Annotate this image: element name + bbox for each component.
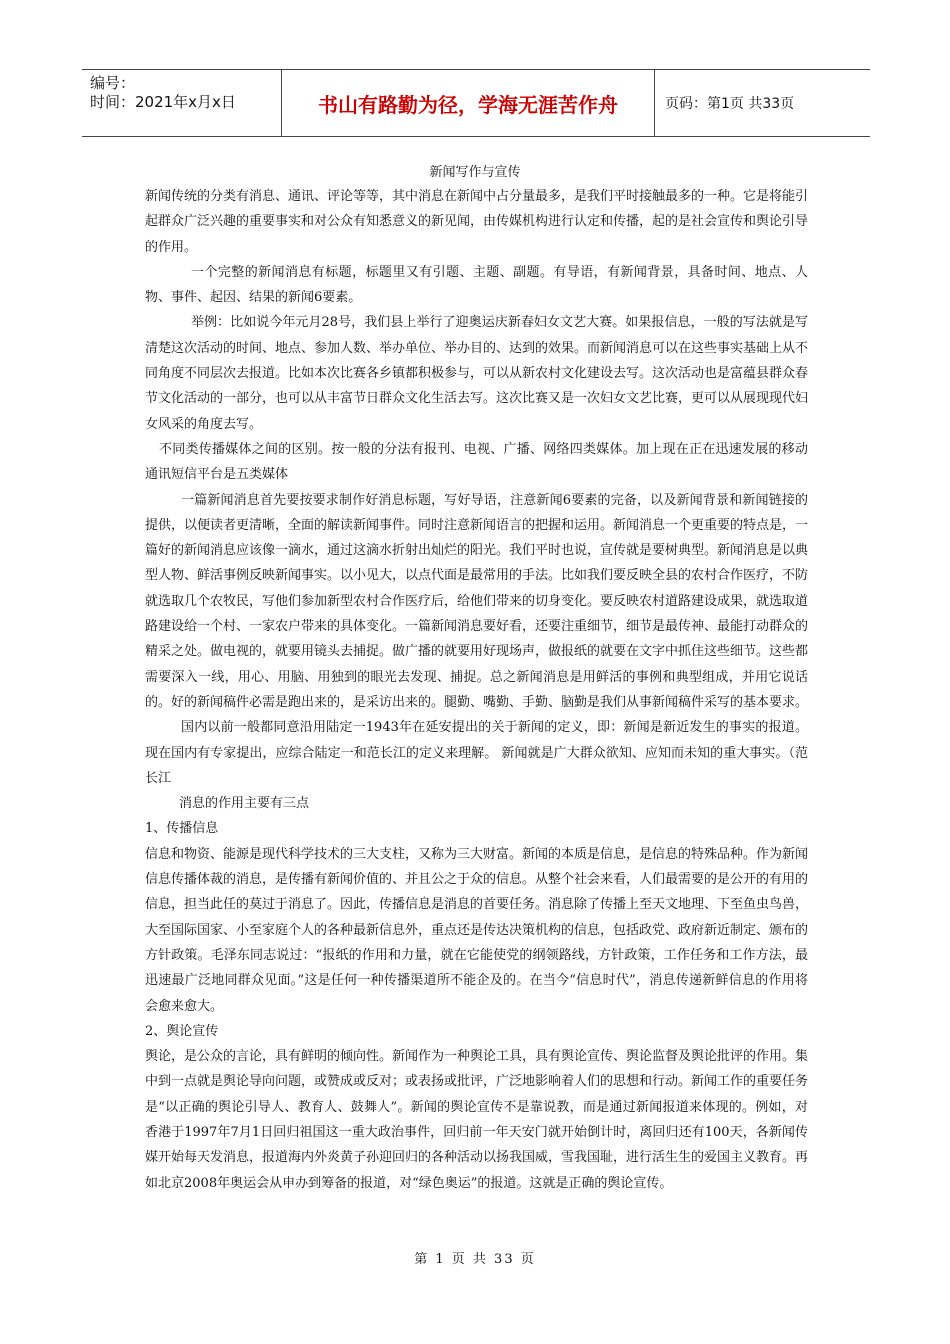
paragraph: 国内以前一般都同意沿用陆定一1943年在延安提出的关于新闻的定义，即：新闻是新近发生的事实的报道。现在国内有专家提出，应综合陆定一和范长江的定义来理解。 新闻就是广大群众欲知、应知而未知的重大事实。（范长江 (145, 720, 808, 786)
paragraph: 举例：比如说今年元月28号，我们县上举行了迎奥运庆新春妇女文艺大赛。如果报信息，一般的写法就是写清楚这次活动的时间、地点、参加人数、举办单位、举办目的、达到的效果。而新闻消息可以在这些事实基础上从不同角度不同层次去报道。比如本次比赛各乡镇都积极参与，可以从新农村文化建设去写。这次活动也是富蕴县群众春节文化活动的一部分，也可以从丰富节日群众文化生活去写。这次比赛又是一次妇女文艺比赛，更可以从展现现代妇女风采的角度去写。 (145, 315, 809, 432)
paragraph: 不同类传播媒体之间的区别。按一般的分法有报刊、电视、广播、网络四类媒体。加上现在正在迅速发展的移动通讯短信平台是五类媒体 (145, 441, 808, 483)
document-header (82, 69, 870, 137)
document-body (145, 184, 808, 1196)
paragraph: 一个完整的新闻消息有标题，标题里又有引题、主题、副题。有导语，有新闻背景，具备时间、地点、人物、事件、起因、结果的新闻6要素。 (145, 264, 808, 306)
paragraph: 一篇新闻消息首先要按要求制作好消息标题，写好导语，注意新闻6要素的完备，以及新闻背景和新闻链接的提供，以便读者更清晰，全面的解读新闻事件。同时注意新闻语言的把握和运用。新闻消息一个更重要的特点是，一篇好的新闻消息应该像一滴水，通过这滴水折射出灿烂的阳光。我们平时也说，宣传就是要树典型。新闻消息是以典型人物、鲜活事例反映新闻事实。以小见大，以点代面是最常用的手法。比如我们要反映全县的农村合作医疗，不防就选取几个农牧民，写他们参加新型农村合作医疗后，给他们带来的切身变化。要反映农村道路建设成果，就选取道路建设给一个村、一家农户带来的具体变化。一篇新闻消息要好看，还要注重细节，细节是最传神、最能打动群众的精采之处。做电视的，就要用镜头去捕捉。做广播的就要用好现场声，做报纸的就要在文字中抓住这些细节。这些都需要深入一线，用心、用脑、用独到的眼光去发现、捕捉。总之新闻消息是用鲜活的事例和典型组成，并用它说话的。好的新闻稿件必需是跑出来的，是采访出来的。腿勤、嘴勤、手勤、脑勤是我们从事新闻稿件采写的基本要求。 (145, 492, 809, 710)
section-heading: 2、舆论宣传 (145, 1023, 219, 1039)
paragraph: 信息和物资、能源是现代科学技术的三大支柱，又称为三大财富。新闻的本质是信息，是信息的特殊品种。作为新闻信息传播体裁的消息，是传播有新闻价值的、并且公之于众的信息。从整个社会来看，人们最需要的是公开的有用的信息，担当此任的莫过于消息了。因此，传播信息是消息的首要任务。消息除了传播上至天文地理、下至鱼虫鸟兽，大至国际国家、小至家庭个人的各种最新信息外，重点还是传达决策机构的信息，包括政党、政府新近制定、颁布的方针政策。毛泽东同志说过：“报纸的作用和力量，就在它能使党的纲领路线，方针政策，工作任务和工作方法，最迅速最广泛地同群众见面。”这是任何一种传播渠道所不能企及的。在当今“信息时代”，消息传递新鲜信息的作用将会愈来愈大。 (145, 846, 809, 1014)
paragraph: 舆论，是公众的言论，具有鲜明的倾向性。新闻作为一种舆论工具，具有舆论宣传、舆论监督及舆论批评的作用。集中到一点就是舆论导向问题，或赞成或反对；或表扬或批评，广泛地影响着人们的思想和行动。新闻工作的重要任务是“以正确的舆论引导人、教育人、鼓舞人”。新闻的舆论宣传不是靠说教，而是通过新闻报道来体现的。例如，对香港于1997年7月1日回归祖国这一重大政治事件，回归前一年天安门就开始倒计时，离回归还有100天，各新闻传媒开始每天发消息，报道海内外炎黄子孙迎回归的各种活动以扬我国威，雪我国耻，进行活生生的爱国主义教育。再如北京2008年奥运会从申办到筹备的报道，对“绿色奥运”的报道。这就是正确的舆论宣传。 (145, 1049, 809, 1191)
number-label: 编号： (90, 74, 136, 92)
header-motto: 书山有路勤为径，学海无涯苦作舟 (282, 70, 655, 136)
page-footer: 第 1 页 共 33 页 (414, 1252, 536, 1267)
paragraph: 新闻传统的分类有消息、通讯、评论等等，其中消息在新闻中占分量最多，是我们平时接触最多的一种。它是将能引起群众广泛兴趣的重要事实和对公众有知悉意义的新见闻，由传媒机构进行认定和传播，起的是社会宣传和舆论引导的作用。 (145, 189, 809, 255)
header-page-info: 页码：第1页 共33页 (665, 96, 795, 112)
section-heading: 消息的作用主要有三点 (179, 796, 310, 812)
document-title: 新闻写作与宣传 (429, 165, 521, 180)
date-label: 时间：2021年x月x日 (90, 93, 236, 111)
section-heading: 1、传播信息 (145, 821, 219, 837)
header-meta (82, 70, 282, 136)
